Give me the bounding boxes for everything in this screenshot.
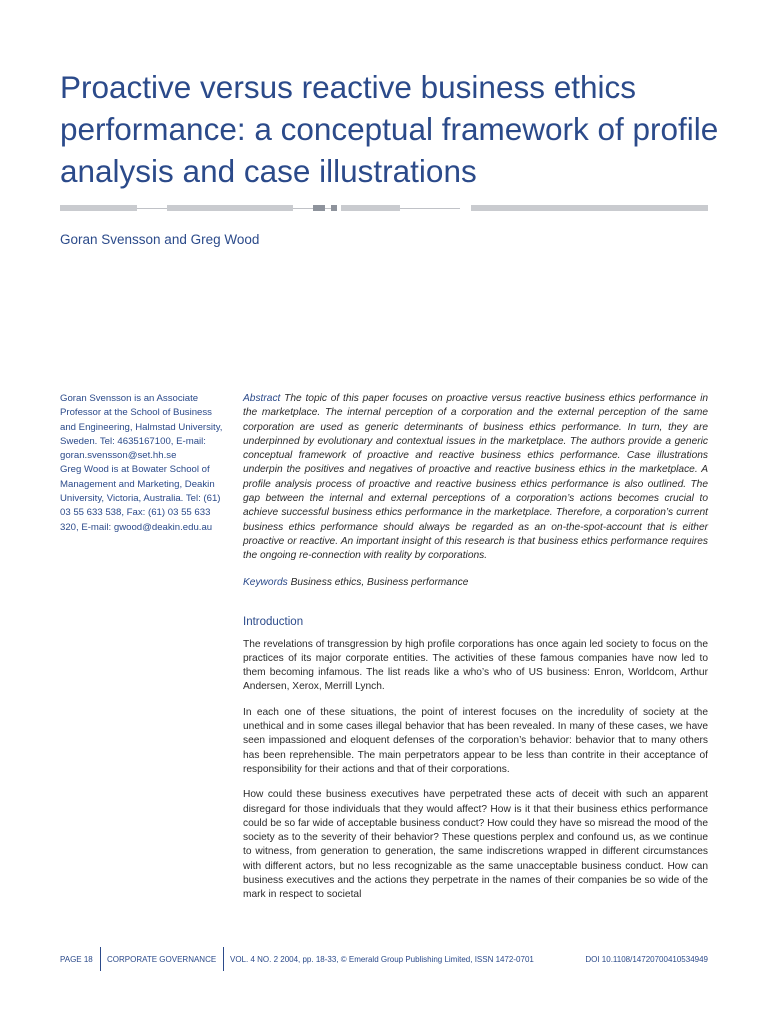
title-rule [60, 205, 708, 211]
doi: DOI 10.1108/14720700410534949 [585, 955, 708, 964]
authors: Goran Svensson and Greg Wood [60, 232, 260, 247]
keywords [243, 577, 708, 588]
page-footer [60, 951, 708, 971]
author-affiliations [60, 392, 230, 535]
keywords-text: Business ethics, Business performance [290, 576, 469, 588]
paragraph: How could these business executives have perpetrated these acts of deceit with such an apparent disregard for those individuals that they would affect? How is it that their business ethics performance could be so far wide of acceptable business conduct? How could they have so misread the mood of the society as to the severity of their behavior? These questions perplex and confound us, as we continue to witness, from generation to generation, the same indiscretions wrapped in different circumstances with different actors, but no less recognizable as the same unacceptable business conduct. How can business executives and the actions they perpetrate in the names of their companies be so wide of the mark in respect to societal [243, 789, 708, 901]
paragraph: The revelations of transgression by high profile corporations has once again led society to focus on the practices of its major corporate entities. The activities of these famous companies have now led to them becoming infamous. The list reads like a who’s who of US business: Enron, Worldcom, Arthur Andersen, Xerox, Merrill Lynch. [243, 638, 708, 693]
article-title: Proactive versus reactive business ethics performance: a conceptual framework of profile analysis and case illustrations [60, 69, 719, 189]
abstract-label: Abstract [243, 393, 281, 404]
author-bio-wood: Greg Wood is at Bowater School of Management and Marketing, Deakin University, Victoria, Australia. Tel: (61) 03 55 633 538, Fax: (61) 03 55 633 320, E-mail: gwood@deakin.edu.au [60, 464, 221, 533]
citation: VOL. 4 NO. 2 2004, pp. 18-33, © Emerald Group Publishing Limited, ISSN 1472-0701 [230, 955, 534, 964]
body-text [243, 638, 708, 903]
paragraph: In each one of these situations, the point of interest focuses on the incredulity of society at the unethical and in some cases illegal behavior that has been revealed. In many of these cases, we have seen impassioned and eloquent defenses of the corporation’s behavior: behavior that to many others has been reprehensible. The main perpetrators appear to be less than contrite in their acceptance of responsibility for their actions and that of their corporations. [243, 706, 708, 775]
author-bio-svensson: Goran Svensson is an Associate Professor at the School of Business and Engineering, Halmstad University, Sweden. Tel: 4635167100, E-mail: goran.svensson@set.hh.se [60, 393, 223, 462]
main-column [243, 392, 708, 914]
abstract [243, 392, 708, 564]
journal-name: CORPORATE GOVERNANCE [107, 955, 217, 964]
abstract-text: The topic of this paper focuses on proactive versus reactive business ethics performance in the marketplace. The internal perception of a corporation and the external perception of the same corporation are used as generic determinants of business ethics performance. In turn, they are underpinned by evolutionary and contextual issues in the marketplace. The authors provide a generic conceptual framework of proactive and reactive business ethics performance. Case illustrations underpin the positives and negatives of proactive and reactive business ethics in the marketplace. A profile analysis process of proactive and reactive business ethics performance is also outlined. The gap between the internal and external perceptions of a corporation’s actions becomes crucial to achieve successful business ethics performance in the marketplace. Therefore, a corporation’s current business ethics performance should always be regarded as an on-the-spot-account that is either proactive or reactive. An important insight of this research is that business ethics performance requires the ongoing re-connection with reality by corporations. [243, 393, 708, 562]
keywords-label: Keywords [243, 576, 288, 588]
page-number: PAGE 18 [60, 955, 93, 964]
section-heading-introduction: Introduction [243, 615, 304, 628]
